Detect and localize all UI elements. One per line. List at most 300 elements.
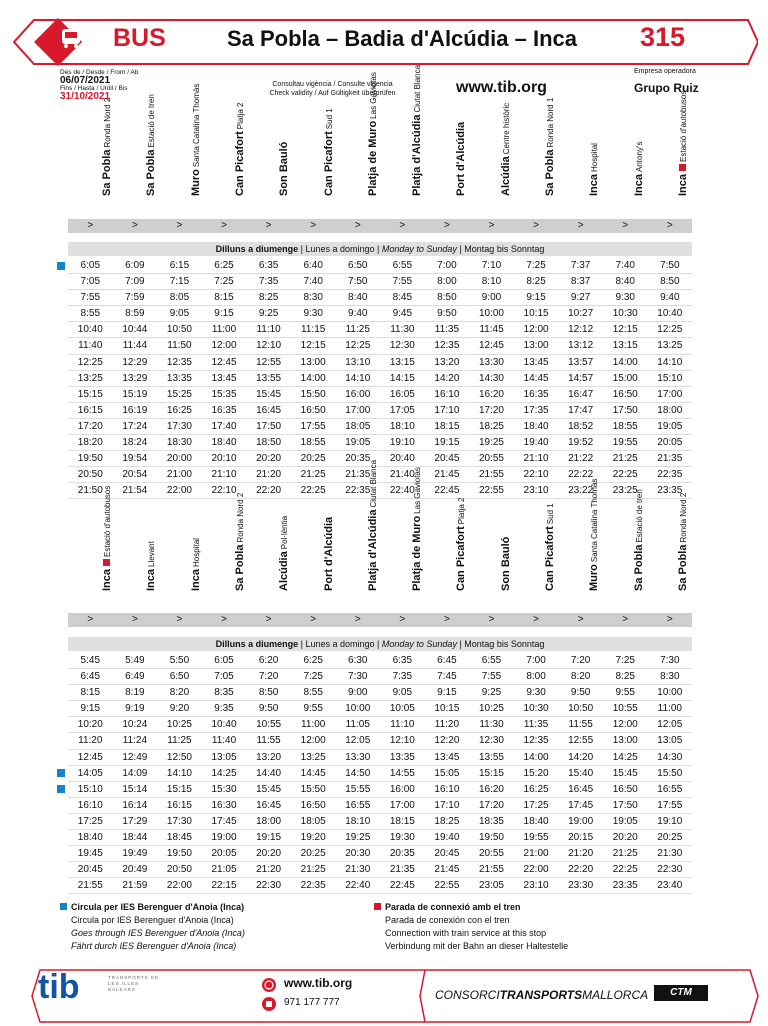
departure-time: 11:30 [390, 324, 415, 336]
departure-time: 12:15 [300, 340, 326, 352]
departure-time: 19:45 [77, 848, 103, 860]
legend-school-en: Goes through IES Berenguer d'Anoia (Inca) [71, 928, 245, 938]
stop-header [208, 492, 252, 609]
phone-icon [262, 997, 276, 1011]
departure-time: 14:20 [434, 372, 460, 384]
departure-time: 18:25 [434, 815, 460, 827]
direction-arrow: > [488, 614, 495, 625]
footer-phone[interactable]: 971 177 777 [284, 997, 340, 1008]
departure-time: 17:50 [612, 799, 638, 811]
departure-time: 15:35 [211, 388, 237, 400]
stop-label [673, 493, 691, 591]
departure-time: 15:30 [211, 783, 237, 795]
departure-time: 23:40 [657, 880, 683, 892]
departure-time: 8:30 [303, 292, 323, 304]
departure-time: 13:20 [434, 356, 460, 368]
departure-time: 14:25 [211, 767, 237, 779]
stop-header [341, 72, 385, 214]
consorci-part-c: MALLORCA [582, 988, 649, 1002]
departure-time: 16:25 [166, 404, 192, 416]
departure-time: 11:50 [167, 340, 192, 352]
departure-time: 8:40 [348, 292, 368, 304]
departure-time: 18:00 [657, 404, 683, 416]
stop-name: Inca [588, 173, 601, 196]
departure-time: 12:12 [568, 324, 594, 336]
departure-time: 17:20 [478, 404, 504, 416]
days-de: Montag bis Sonntag [464, 639, 545, 649]
departure-time: 18:40 [523, 420, 549, 432]
days-ca: Dilluns a diumenge [215, 639, 299, 649]
departure-time: 23:10 [523, 880, 549, 892]
departure-time: 6:35 [392, 655, 413, 666]
departure-time: 18:15 [389, 815, 415, 827]
departure-time: 14:05 [77, 767, 103, 779]
tib-logo: tib [38, 968, 80, 1006]
departure-time: 11:10 [256, 324, 281, 336]
departure-time: 22:20 [256, 485, 282, 497]
stop-label [97, 98, 115, 196]
table-row [68, 258, 692, 274]
bus-label: BUS [113, 24, 166, 52]
stop-header [518, 97, 562, 214]
departure-time: 6:09 [125, 260, 145, 271]
departure-time: 20:45 [434, 453, 460, 465]
table-row [68, 403, 692, 419]
departure-time: 5:50 [169, 655, 190, 666]
departure-time: 20:25 [657, 832, 683, 844]
direction-arrow: > [666, 614, 673, 625]
departure-time: 23:05 [478, 880, 504, 892]
departure-time: 16:10 [77, 799, 103, 811]
stop-header [385, 64, 429, 214]
stop-sub: Santa Catalina Thomàs [191, 83, 201, 168]
departure-time: 15:45 [256, 783, 282, 795]
direction-arrow: > [265, 220, 272, 231]
departure-time: 14:20 [568, 751, 594, 763]
direction-arrow: > [176, 614, 183, 625]
departure-time: 15:55 [345, 783, 371, 795]
departure-time: 17:00 [345, 404, 371, 416]
direction-arrow: > [221, 220, 227, 231]
departure-time: 17:45 [568, 799, 594, 811]
table-row [68, 387, 692, 403]
departure-time: 22:25 [612, 864, 638, 876]
departure-time: 13:45 [434, 751, 460, 763]
departure-time: 21:55 [478, 864, 504, 876]
departure-time: 6:30 [348, 655, 368, 666]
departure-time: 19:50 [478, 832, 504, 844]
stop-name: Sa Pobla [233, 544, 246, 591]
departure-time: 21:10 [211, 469, 237, 481]
departure-time: 7:25 [615, 655, 635, 666]
tib-logo-subtitle: TRANSPORTS DE LES ILLES BALEARS [108, 975, 160, 992]
stop-sub: Hospital [590, 143, 600, 172]
stop-header [651, 492, 695, 609]
stop-name: Can Picafort [543, 526, 556, 591]
departure-time: 13:05 [657, 735, 683, 747]
departure-time: 14:50 [345, 767, 371, 779]
stop-name: Alcúdia [278, 551, 291, 591]
departure-time: 20:54 [122, 469, 148, 481]
departure-time: 22:25 [612, 469, 638, 481]
departure-time: 18:20 [77, 437, 103, 449]
departure-time: 7:00 [526, 655, 546, 666]
consorci-part-b: TRANSPORTS [499, 988, 583, 1002]
departure-time: 15:45 [612, 767, 638, 779]
departure-time: 20:35 [345, 453, 371, 465]
departure-time: 12:25 [77, 356, 103, 368]
departure-time: 20:55 [478, 848, 504, 860]
departure-time: 8:25 [526, 276, 546, 288]
departure-time: 11:00 [301, 719, 326, 731]
departure-time: 12:45 [77, 751, 103, 763]
departure-time: 14:57 [568, 372, 594, 384]
departure-time: 7:45 [437, 671, 457, 683]
stop-label [629, 489, 647, 591]
header-website-link[interactable]: www.tib.org [456, 79, 547, 96]
departure-time: 17:55 [300, 420, 326, 432]
departure-time: 21:22 [568, 453, 594, 465]
departure-time: 21:35 [389, 864, 415, 876]
departure-time: 13:20 [256, 751, 282, 763]
departure-time: 13:00 [523, 340, 549, 352]
table-row [68, 274, 692, 290]
departure-time: 13:57 [568, 356, 594, 368]
stop-label [451, 498, 469, 591]
stop-sub: Sud 1 [545, 503, 555, 525]
departure-time: 20:20 [256, 848, 282, 860]
stop-header [474, 513, 518, 609]
return-direction-arrows [68, 613, 692, 627]
departure-time: 12:25 [657, 324, 683, 336]
stop-label [629, 142, 647, 196]
direction-arrow: > [131, 614, 138, 625]
departure-time: 13:15 [389, 356, 415, 368]
departure-time: 6:05 [214, 655, 234, 666]
departure-time: 18:40 [211, 437, 237, 449]
departure-time: 22:15 [211, 880, 237, 892]
departure-time: 19:00 [211, 832, 237, 844]
valid-from-label: Des de / Desde / From / Ab [60, 69, 139, 76]
stop-sub: Ronda Nord 1 [545, 97, 555, 148]
departure-time: 9:05 [392, 687, 413, 699]
departure-time: 22:45 [434, 485, 460, 497]
departure-time: 14:55 [389, 767, 415, 779]
departure-time: 15:00 [612, 372, 638, 384]
departure-time: 19:10 [389, 437, 415, 449]
departure-time: 13:15 [612, 340, 638, 352]
table-row [68, 733, 692, 749]
stop-name: Inca [676, 173, 689, 196]
outbound-days-banner: Dilluns a diumenge | Lunes a domingo | Monday to Sunday | Montag bis Sonntag [68, 242, 692, 256]
stop-name: Sa Pobla [676, 544, 689, 591]
direction-arrow: > [577, 220, 584, 231]
departure-time: 12:00 [300, 735, 326, 747]
departure-time: 22:30 [657, 864, 683, 876]
train-connection-icon [103, 559, 110, 566]
departure-time: 14:09 [122, 767, 148, 779]
departure-time: 20:55 [478, 453, 504, 465]
departure-time: 9:00 [348, 687, 368, 699]
departure-time: 9:50 [258, 703, 279, 715]
stop-label [230, 103, 248, 196]
stop-sub: Estació d'autobusos [678, 90, 688, 162]
departure-time: 14:10 [166, 767, 192, 779]
departure-time: 16:14 [122, 799, 148, 811]
table-row [68, 701, 692, 717]
stop-label [230, 493, 248, 591]
departure-time: 11:00 [211, 324, 237, 336]
table-row [68, 782, 692, 798]
departure-time: 17:25 [77, 815, 103, 827]
departure-time: 16:00 [345, 388, 371, 400]
departure-time: 10:24 [122, 719, 148, 731]
valid-to-label: Fins / Hasta / Until / Bis [60, 85, 128, 92]
departure-time: 14:25 [612, 751, 638, 763]
departure-time: 16:55 [345, 799, 371, 811]
table-row [68, 846, 692, 862]
departure-time: 16:00 [389, 783, 415, 795]
stop-name: Port d'Alcúdia [455, 121, 468, 196]
departure-time: 20:40 [389, 453, 415, 465]
direction-arrow: > [622, 614, 629, 625]
departure-time: 6:50 [348, 260, 368, 271]
departure-time: 9:30 [615, 292, 635, 304]
departure-time: 21:10 [523, 453, 549, 465]
departure-time: 7:55 [80, 292, 101, 304]
departure-time: 12:25 [345, 340, 371, 352]
stop-name: Muro [588, 564, 601, 591]
departure-time: 20:50 [166, 864, 192, 876]
days-es: Lunes a domingo [305, 244, 375, 254]
departure-time: 6:05 [80, 260, 101, 271]
departure-time: 9:05 [169, 308, 190, 320]
departure-time: 18:10 [345, 815, 371, 827]
departure-time: 15:05 [434, 767, 460, 779]
departure-time: 21:59 [122, 880, 148, 892]
departure-time: 9:40 [660, 292, 680, 304]
departure-time: 22:35 [345, 485, 371, 497]
departure-time: 7:09 [125, 276, 145, 288]
departure-time: 18:44 [122, 832, 148, 844]
departure-time: 6:55 [392, 260, 413, 271]
departure-time: 22:45 [389, 880, 415, 892]
departure-time: 13:30 [345, 751, 371, 763]
footer-website-link[interactable]: www.tib.org [284, 976, 353, 990]
stop-label [363, 72, 381, 196]
departure-time: 17:05 [389, 404, 415, 416]
line-number: 315 [640, 22, 686, 52]
table-row [68, 290, 692, 306]
departure-time: 12:49 [122, 751, 148, 763]
departure-time: 16:35 [211, 404, 237, 416]
departure-time: 10:40 [77, 324, 103, 336]
departure-time: 23:25 [612, 485, 638, 497]
departure-time: 9:50 [437, 308, 457, 320]
departure-time: 21:30 [345, 864, 371, 876]
departure-time: 12:35 [434, 340, 460, 352]
operator-label: Empresa operadora [634, 68, 696, 75]
departure-time: 8:19 [125, 687, 145, 699]
table-row [68, 435, 692, 451]
departure-time: 12:00 [612, 719, 638, 731]
table-row [68, 814, 692, 830]
departure-time: 16:55 [657, 783, 683, 795]
stop-header [429, 497, 473, 609]
departure-time: 13:12 [568, 340, 594, 352]
departure-time: 22:55 [434, 880, 460, 892]
departure-time: 8:50 [258, 687, 279, 699]
departure-time: 15:15 [478, 767, 504, 779]
departure-time: 18:45 [166, 832, 192, 844]
departure-time: 21:25 [612, 453, 638, 465]
departure-time: 22:00 [166, 880, 192, 892]
departure-time: 17:30 [166, 815, 192, 827]
departure-time: 22:22 [568, 469, 594, 481]
departure-time: 16:45 [256, 799, 282, 811]
departure-time: 19:20 [300, 832, 326, 844]
stop-name: Can Picafort [322, 131, 335, 196]
departure-time: 17:47 [568, 404, 594, 416]
departure-time: 20:05 [211, 848, 237, 860]
departure-time: 12:20 [434, 735, 460, 747]
departure-time: 22:25 [300, 485, 326, 497]
legend-school [60, 901, 245, 953]
departure-time: 18:25 [478, 420, 504, 432]
direction-arrow: > [221, 614, 227, 625]
departure-time: 18:30 [166, 437, 192, 449]
departure-time: 12:45 [211, 356, 237, 368]
departure-time: 8:25 [615, 671, 635, 683]
school-marker [57, 769, 65, 777]
departure-time: 7:05 [214, 671, 234, 683]
departure-time: 9:35 [214, 703, 234, 715]
days-en: Monday to Sunday [381, 639, 457, 649]
departure-time: 7:50 [348, 276, 368, 288]
table-row [68, 338, 692, 354]
stop-name: Inca [189, 568, 202, 591]
stop-label [407, 65, 425, 196]
departure-time: 7:25 [526, 260, 546, 271]
stop-label [141, 541, 159, 591]
departure-time: 10:05 [389, 703, 415, 715]
departure-time: 23:30 [568, 880, 594, 892]
departure-time: 22:10 [211, 485, 237, 497]
departure-time: 9:15 [526, 292, 546, 304]
departure-time: 20:45 [77, 864, 103, 876]
departure-time: 23:35 [612, 880, 638, 892]
departure-time: 17:29 [122, 815, 148, 827]
departure-time: 7:50 [660, 260, 680, 271]
departure-time: 14:10 [657, 356, 683, 368]
departure-time: 7:55 [392, 276, 413, 288]
departure-time: 10:25 [478, 703, 504, 715]
direction-arrow: > [87, 614, 94, 625]
departure-time: 21:20 [568, 848, 594, 860]
stop-header [208, 102, 252, 214]
stop-name: Platja d'Alcúdia [366, 509, 379, 591]
departure-time: 20:25 [300, 848, 326, 860]
departure-time: 10:30 [612, 308, 638, 320]
departure-time: 21:45 [434, 864, 460, 876]
departure-time: 15:50 [300, 783, 326, 795]
consult-validity [260, 80, 405, 98]
departure-time: 20:05 [657, 437, 683, 449]
globe-icon [262, 978, 276, 992]
departure-time: 8:55 [80, 308, 101, 320]
departure-time: 7:59 [125, 292, 145, 304]
departure-time: 15:10 [77, 783, 103, 795]
departure-time: 14:30 [478, 372, 504, 384]
departure-time: 8:20 [169, 687, 190, 699]
departure-time: 21:55 [77, 880, 103, 892]
departure-time: 19:05 [345, 437, 371, 449]
departure-time: 20:15 [568, 832, 594, 844]
departure-time: 11:05 [345, 719, 370, 731]
departure-time: 17:24 [122, 420, 148, 432]
departure-time: 19:55 [612, 437, 638, 449]
table-row [68, 798, 692, 814]
school-marker-icon [60, 903, 67, 910]
departure-time: 8:50 [660, 276, 680, 288]
departure-time: 11:55 [256, 735, 281, 747]
departure-time: 19:25 [345, 832, 371, 844]
departure-time: 7:30 [660, 655, 680, 666]
departure-time: 17:50 [612, 404, 638, 416]
departure-time: 7:35 [392, 671, 413, 683]
departure-time: 13:29 [122, 372, 148, 384]
departure-time: 8:30 [660, 671, 680, 683]
departure-time: 20:30 [345, 848, 371, 860]
table-row [68, 717, 692, 733]
table-row [68, 878, 692, 894]
departure-time: 16:15 [77, 404, 103, 416]
stop-sub: Estació de tren [147, 94, 157, 148]
departure-time: 18:05 [300, 815, 326, 827]
stop-sub: Pol·lèntia [280, 515, 290, 550]
departure-time: 8:00 [526, 671, 546, 683]
departure-time: 14:45 [523, 372, 549, 384]
departure-time: 14:00 [612, 356, 638, 368]
departure-time: 7:00 [437, 260, 457, 271]
days-en: Monday to Sunday [381, 244, 457, 254]
stop-name: Muro [189, 169, 202, 196]
table-row [68, 371, 692, 387]
departure-time: 6:50 [169, 671, 190, 683]
stop-sub: Santa Catalina Thomàs [590, 478, 600, 563]
legend-train-en: Connection with train service at this stop [385, 928, 547, 938]
return-days-banner: Dilluns a diumenge | Lunes a domingo | Monday to Sunday | Montag bis Sonntag [68, 637, 692, 651]
bus-icon [58, 26, 84, 50]
departure-time: 22:20 [568, 864, 594, 876]
departure-time: 11:30 [479, 719, 504, 731]
legend-school-de: Fährt durch IES Berenguer d'Anoia (Inca) [71, 941, 237, 951]
departure-time: 21:20 [256, 864, 282, 876]
direction-arrow: > [131, 220, 138, 231]
stop-label [496, 103, 514, 196]
departure-time: 11:24 [122, 735, 148, 747]
departure-time: 8:40 [615, 276, 635, 288]
departure-time: 20:45 [434, 848, 460, 860]
ctm-logo: CTM [654, 985, 708, 1001]
departure-time: 14:40 [256, 767, 282, 779]
stop-label [673, 91, 691, 196]
stop-sub: Ronda Nord 2 [103, 97, 113, 148]
stop-label [274, 516, 292, 591]
departure-time: 23:22 [568, 485, 594, 497]
departure-time: 18:40 [77, 832, 103, 844]
departure-time: 13:25 [300, 751, 326, 763]
